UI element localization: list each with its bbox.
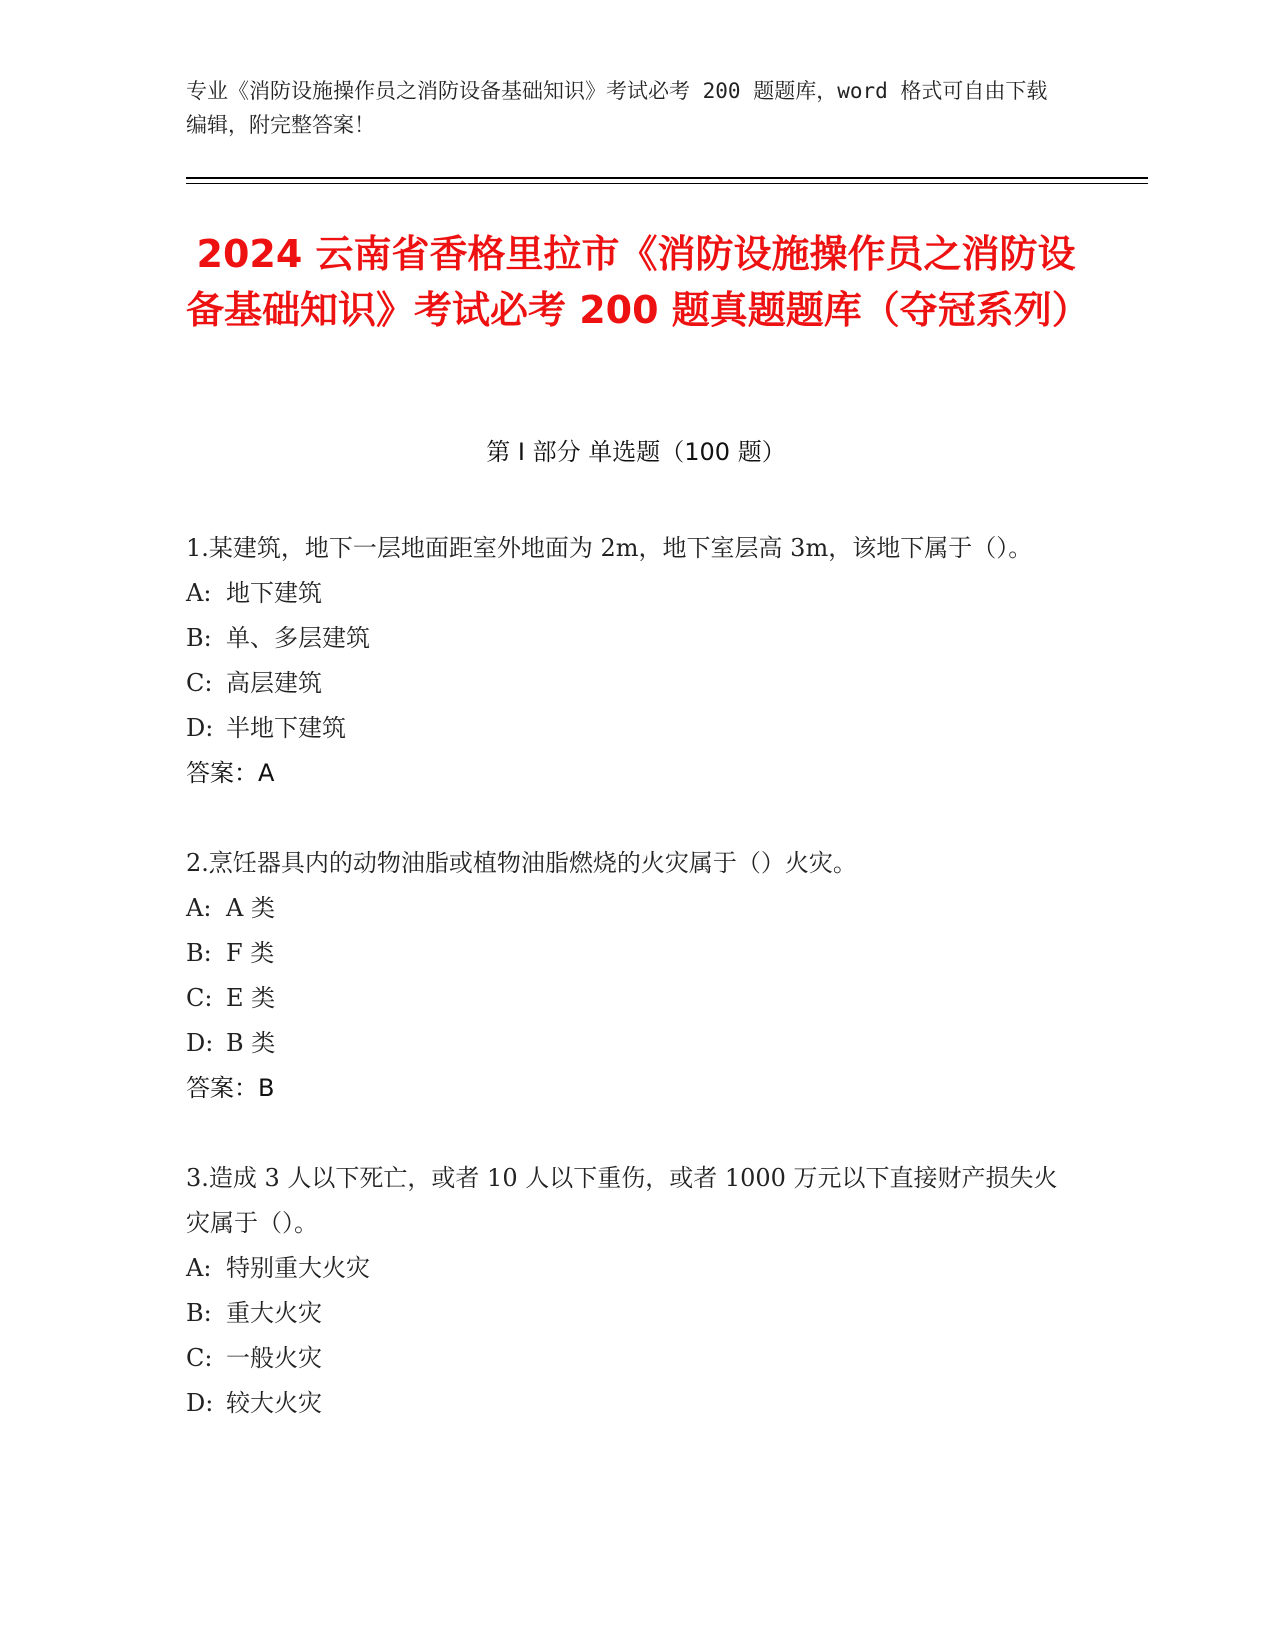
option-c	[186, 1336, 1066, 1381]
option-text: A 类	[226, 894, 275, 922]
option-d	[186, 1021, 1066, 1066]
option-c	[186, 661, 1066, 706]
option-key: C:	[186, 669, 213, 697]
option-key: D:	[186, 1029, 214, 1057]
question-3	[186, 1156, 1066, 1426]
option-a	[186, 886, 1066, 931]
option-text: E 类	[226, 984, 276, 1012]
option-key: D:	[186, 1389, 214, 1417]
option-key: C:	[186, 984, 213, 1012]
question-stem: 2.烹饪器具内的动物油脂或植物油脂燃烧的火灾属于（）火灾。	[186, 849, 857, 877]
option-key: A:	[186, 579, 212, 607]
question-2	[186, 841, 1066, 1111]
question-1	[186, 526, 1066, 796]
option-key: A:	[186, 894, 212, 922]
answer: 答案：A	[186, 759, 275, 787]
option-a	[186, 1246, 1066, 1291]
option-text: 半地下建筑	[226, 714, 346, 742]
option-key: B:	[186, 624, 212, 652]
option-d	[186, 1381, 1066, 1426]
option-key: A:	[186, 1254, 212, 1282]
option-b	[186, 616, 1066, 661]
header-note: 专业《消防设施操作员之消防设备基础知识》考试必考 200 题题库，word 格式可自由下载编辑，附完整答案！	[186, 79, 1048, 137]
option-b	[186, 931, 1066, 976]
option-b	[186, 1291, 1066, 1336]
option-text: 重大火灾	[226, 1299, 322, 1327]
option-key: B:	[186, 1299, 212, 1327]
option-key: D:	[186, 714, 214, 742]
option-text: 单、多层建筑	[226, 624, 370, 652]
option-a	[186, 571, 1066, 616]
header-rule-thick	[186, 177, 1148, 179]
option-d	[186, 706, 1066, 751]
option-text: B 类	[226, 1029, 276, 1057]
answer: 答案：B	[186, 1074, 275, 1102]
option-text: 较大火灾	[226, 1389, 322, 1417]
section-title: 第 I 部分 单选题（100 题）	[486, 438, 786, 466]
option-text: 高层建筑	[226, 669, 322, 697]
option-c	[186, 976, 1066, 1021]
question-stem: 3.造成 3 人以下死亡，或者 10 人以下重伤，或者 1000 万元以下直接财产损失火灾属于（）。	[186, 1164, 1058, 1237]
option-key: C:	[186, 1344, 213, 1372]
option-key: B:	[186, 939, 212, 967]
question-list	[186, 526, 1066, 1471]
option-text: 特别重大火灾	[226, 1254, 370, 1282]
header-rule-thin	[186, 183, 1148, 184]
option-text: F 类	[226, 939, 275, 967]
document-title: 2024 云南省香格里拉市《消防设施操作员之消防设备基础知识》考试必考 200 题真题题库（夺冠系列）	[186, 232, 1090, 332]
question-stem: 1.某建筑，地下一层地面距室外地面为 2m，地下室层高 3m，该地下属于（）。	[186, 534, 1033, 562]
option-text: 一般火灾	[226, 1344, 322, 1372]
option-text: 地下建筑	[226, 579, 322, 607]
